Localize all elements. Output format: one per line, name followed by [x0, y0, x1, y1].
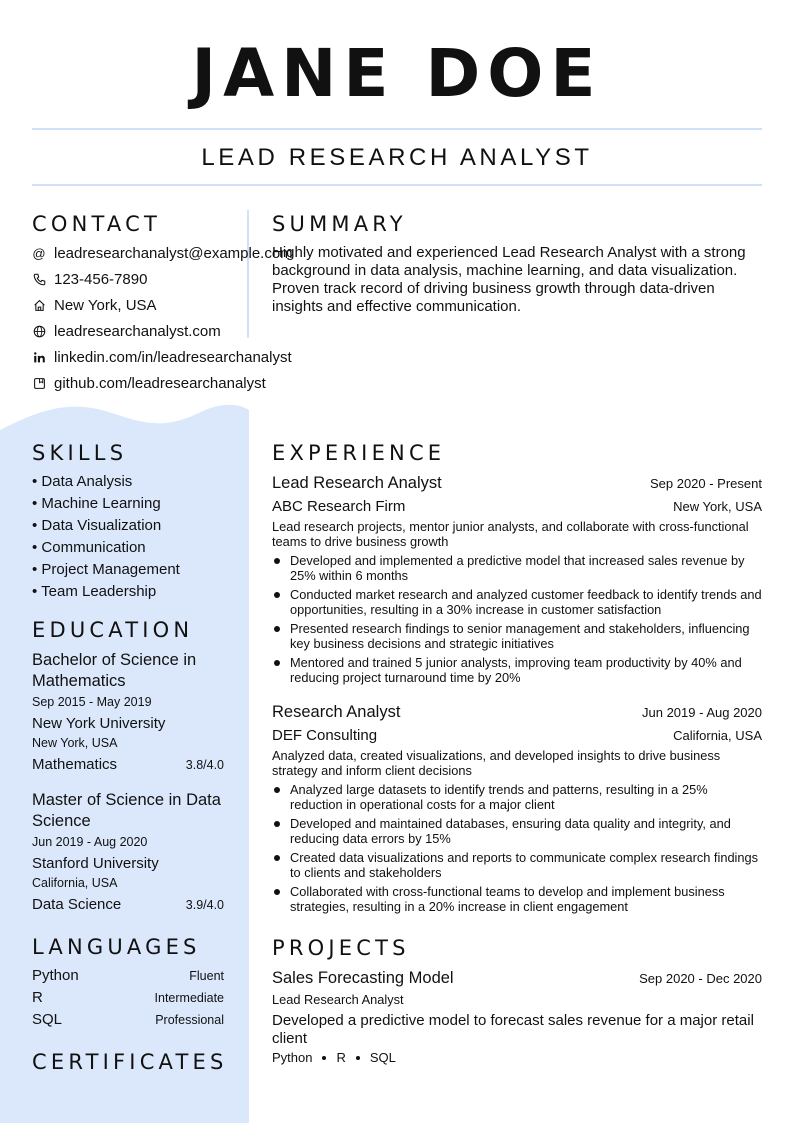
globe-icon [32, 324, 46, 338]
education-heading: EDUCATION [32, 618, 194, 642]
education-school: Stanford University [32, 855, 159, 872]
job-location: California, USA [673, 728, 762, 743]
job-dates: Jun 2019 - Aug 2020 [642, 705, 762, 720]
education-gpa: 3.9/4.0 [185, 898, 224, 912]
home-icon [32, 298, 46, 312]
projects-heading: PROJECTS [272, 936, 410, 960]
job-dates: Sep 2020 - Present [649, 476, 762, 491]
education-gpa: 3.8/4.0 [185, 758, 224, 772]
top-rule [32, 128, 762, 130]
language-level: Intermediate [154, 991, 224, 1005]
education-field-row [32, 896, 224, 914]
skills-heading: SKILLS [32, 441, 128, 465]
job-company: ABC Research Firm [272, 498, 406, 515]
at-icon: @ [32, 245, 46, 261]
job-bullet: Mentored and trained 5 junior analysts, improving team productivity by 40% and reducing project turnaround time by 20% [272, 655, 762, 685]
education-dates: Jun 2019 - Aug 2020 [32, 835, 148, 849]
contact-heading: CONTACT [32, 212, 161, 236]
tag-separator [356, 1056, 360, 1060]
contact-location-text: New York, USA [54, 296, 157, 314]
github-icon [32, 376, 46, 390]
skill-item: • Team Leadership [32, 583, 157, 600]
project-description: Developed a predictive model to forecast sales revenue for a major retail client [272, 1012, 754, 1047]
language-name: Python [32, 967, 79, 984]
job-header [272, 703, 762, 722]
contact-github[interactable] [32, 373, 266, 393]
skill-item: • Data Visualization [32, 517, 162, 534]
bottom-rule [32, 184, 762, 186]
contact-linkedin-text: linkedin.com/in/leadresearchanalyst [54, 348, 292, 366]
education-field-row [32, 756, 224, 774]
languages-heading: LANGUAGES [32, 935, 201, 959]
contact-location [32, 295, 157, 315]
skill-item: • Machine Learning [32, 495, 161, 512]
job-bullet: Developed and maintained databases, ensuring data quality and integrity, and reducing data errors by 15% [272, 816, 762, 846]
job-bullet: Created data visualizations and reports to communicate complex research findings to clients and stakeholders [272, 850, 762, 880]
project-tag: R [336, 1050, 346, 1065]
language-row [32, 989, 224, 1006]
skill-item: • Data Analysis [32, 473, 133, 490]
certificates-heading: CERTIFICATES [32, 1050, 228, 1074]
job-bullet: Conducted market research and analyzed customer feedback to identify trends and opportunities, resulting in a 30% increase in customer satisfaction [272, 587, 762, 617]
column-divider [247, 210, 249, 338]
project-tags [272, 1050, 396, 1065]
candidate-name: JANE DOE [191, 35, 603, 112]
language-row [32, 1011, 224, 1028]
summary-text: Highly motivated and experienced Lead Research Analyst with a strong background in data analysis, machine learning, and data visualization. Proven track record of driving business growth through data-driven insights and effective communication. [272, 244, 746, 315]
education-dates: Sep 2015 - May 2019 [32, 695, 152, 709]
skill-item: • Communication [32, 539, 146, 556]
contact-email[interactable] [32, 243, 293, 263]
candidate-title: LEAD RESEARCH ANALYST [201, 144, 593, 171]
education-field: Mathematics [32, 756, 118, 773]
job-location: New York, USA [673, 499, 762, 514]
contact-linkedin[interactable] [32, 347, 292, 367]
education-degree: Bachelor of Science in Mathematics [32, 651, 197, 690]
job-title: Research Analyst [272, 703, 401, 721]
contact-phone-text: 123-456-7890 [54, 270, 148, 288]
language-level: Fluent [189, 969, 224, 983]
tag-separator [322, 1056, 326, 1060]
job-description: Analyzed data, created visualizations, and developed insights to drive business strategy and inform client decisions [272, 748, 721, 778]
summary-heading: SUMMARY [272, 212, 407, 236]
contact-website-text: leadresearchanalyst.com [54, 322, 221, 340]
job-title: Lead Research Analyst [272, 474, 442, 492]
project-dates: Sep 2020 - Dec 2020 [639, 971, 762, 986]
contact-phone[interactable] [32, 269, 147, 289]
contact-email-text: leadresearchanalyst@example.com [54, 244, 293, 262]
phone-icon [32, 272, 46, 286]
job-company: DEF Consulting [272, 727, 378, 744]
project-tag: Python [272, 1050, 313, 1065]
job-company-row [272, 498, 762, 515]
job-bullet: Collaborated with cross-functional teams to develop and implement business strategies, resulting in a 20% increase in client engagement [272, 884, 762, 914]
contact-github-text: github.com/leadresearchanalyst [54, 374, 266, 392]
job-bullet: Presented research findings to senior management and stakeholders, influencing key business decisions and strategic initiatives [272, 621, 762, 651]
project-header [272, 969, 762, 988]
language-name: SQL [32, 1011, 63, 1028]
language-level: Professional [155, 1013, 224, 1027]
project-tag: SQL [369, 1050, 396, 1065]
job-bullet: Analyzed large datasets to identify trends and patterns, resulting in a 25% reduction in operational costs for a major client [272, 782, 762, 812]
education-field: Data Science [32, 896, 122, 913]
job-company-row [272, 727, 762, 744]
project-name: Sales Forecasting Model [272, 969, 454, 987]
skill-item: • Project Management [32, 561, 180, 578]
job-description: Lead research projects, mentor junior analysts, and collaborate with cross-functional teams to drive business growth [272, 519, 749, 549]
experience-heading: EXPERIENCE [272, 441, 446, 465]
education-location: New York, USA [32, 736, 118, 750]
contact-website[interactable] [32, 321, 221, 341]
education-degree: Master of Science in Data Science [32, 791, 221, 830]
language-row [32, 967, 224, 984]
job-bullet: Developed and implemented a predictive model that increased sales revenue by 25% within 6 months [272, 553, 762, 583]
job-header [272, 474, 762, 493]
project-role: Lead Research Analyst [272, 992, 404, 1007]
education-school: New York University [32, 715, 166, 732]
linkedin-icon [32, 350, 46, 364]
education-location: California, USA [32, 876, 118, 890]
language-name: R [32, 989, 43, 1006]
